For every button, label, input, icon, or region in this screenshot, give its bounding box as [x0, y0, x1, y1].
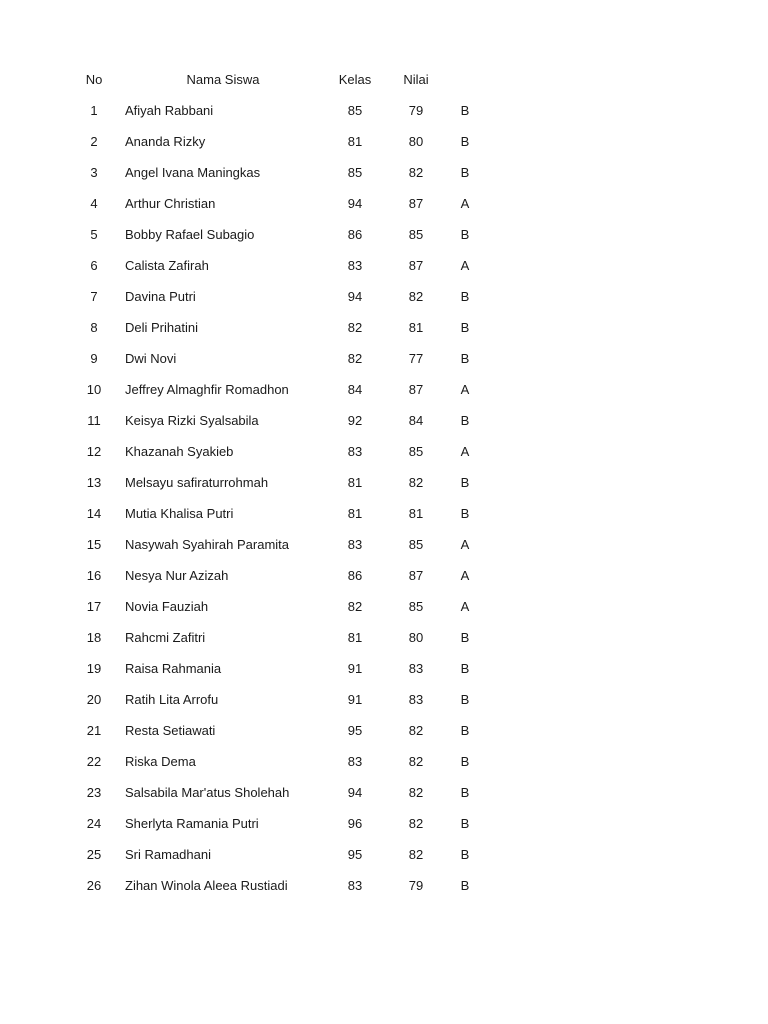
cell-nilai: 82: [408, 816, 424, 831]
cell-kelas: 95: [347, 847, 363, 862]
cell-nilai: 82: [408, 723, 424, 738]
cell-nilai: 82: [408, 847, 424, 862]
cell-no: 19: [86, 661, 102, 676]
cell-no: 26: [86, 878, 102, 893]
cell-nama-siswa: Raisa Rahmania: [125, 661, 222, 676]
cell-nilai: 85: [408, 444, 424, 459]
cell-nama-siswa: Nesya Nur Azizah: [125, 568, 229, 583]
cell-grade: B: [460, 506, 470, 521]
cell-nilai: 82: [408, 165, 424, 180]
cell-nilai: 85: [408, 227, 424, 242]
table-row: [0, 622, 768, 653]
cell-grade: B: [460, 103, 470, 118]
cell-no: 1: [90, 103, 98, 118]
table-row: [0, 188, 768, 219]
cell-no: 14: [86, 506, 102, 521]
cell-no: 15: [86, 537, 102, 552]
cell-no: 16: [86, 568, 102, 583]
cell-nama-siswa: Angel Ivana Maningkas: [125, 165, 261, 180]
table-row: [0, 746, 768, 777]
cell-kelas: 85: [347, 103, 363, 118]
cell-no: 17: [86, 599, 102, 614]
cell-kelas: 94: [347, 785, 363, 800]
cell-kelas: 94: [347, 289, 363, 304]
table-row: [0, 653, 768, 684]
cell-nilai: 82: [408, 475, 424, 490]
cell-kelas: 95: [347, 723, 363, 738]
cell-nilai: 81: [408, 506, 424, 521]
table-row: [0, 839, 768, 870]
cell-grade: B: [460, 723, 470, 738]
table-row: [0, 498, 768, 529]
cell-no: 13: [86, 475, 102, 490]
cell-nilai: 87: [408, 382, 424, 397]
cell-nilai: 79: [408, 878, 424, 893]
cell-nama-siswa: Riska Dema: [125, 754, 196, 769]
cell-nilai: 84: [408, 413, 424, 428]
cell-no: 22: [86, 754, 102, 769]
cell-grade: B: [460, 692, 470, 707]
table-row: [0, 312, 768, 343]
cell-grade: A: [460, 258, 470, 273]
cell-no: 6: [90, 258, 98, 273]
cell-nama-siswa: Nasywah Syahirah Paramita: [125, 537, 290, 552]
cell-nilai: 82: [408, 785, 424, 800]
table-row: [0, 374, 768, 405]
cell-no: 4: [90, 196, 98, 211]
table-row: [0, 219, 768, 250]
cell-no: 20: [86, 692, 102, 707]
cell-grade: B: [460, 754, 470, 769]
table-row: [0, 777, 768, 808]
header-nilai: Nilai: [403, 72, 429, 87]
cell-nilai: 87: [408, 258, 424, 273]
cell-kelas: 96: [347, 816, 363, 831]
cell-nilai: 81: [408, 320, 424, 335]
cell-nama-siswa: Dwi Novi: [125, 351, 177, 366]
cell-grade: B: [460, 878, 470, 893]
cell-nama-siswa: Zihan Winola Aleea Rustiadi: [125, 878, 288, 893]
table-row: [0, 591, 768, 622]
cell-kelas: 81: [347, 475, 363, 490]
cell-nama-siswa: Afiyah Rabbani: [125, 103, 214, 118]
cell-kelas: 91: [347, 692, 363, 707]
cell-nilai: 82: [408, 754, 424, 769]
cell-grade: B: [460, 351, 470, 366]
cell-nama-siswa: Ananda Rizky: [125, 134, 206, 149]
cell-kelas: 84: [347, 382, 363, 397]
cell-no: 11: [87, 413, 101, 428]
table-row: [0, 405, 768, 436]
header-no: No: [85, 72, 103, 87]
cell-grade: A: [460, 196, 470, 211]
table-row: [0, 684, 768, 715]
table-row: [0, 250, 768, 281]
cell-nama-siswa: Arthur Christian: [125, 196, 216, 211]
cell-nama-siswa: Sri Ramadhani: [125, 847, 211, 862]
cell-nilai: 85: [408, 599, 424, 614]
cell-kelas: 83: [347, 878, 363, 893]
cell-kelas: 82: [347, 320, 363, 335]
cell-no: 3: [90, 165, 98, 180]
cell-grade: B: [460, 630, 470, 645]
cell-nama-siswa: Davina Putri: [125, 289, 196, 304]
cell-grade: A: [460, 537, 470, 552]
cell-grade: B: [460, 165, 470, 180]
cell-no: 12: [86, 444, 102, 459]
cell-nama-siswa: Sherlyta Ramania Putri: [125, 816, 259, 831]
cell-no: 5: [90, 227, 98, 242]
cell-no: 21: [86, 723, 102, 738]
cell-kelas: 81: [347, 134, 363, 149]
cell-kelas: 83: [347, 537, 363, 552]
cell-nama-siswa: Mutia Khalisa Putri: [125, 506, 234, 521]
cell-kelas: 82: [347, 351, 363, 366]
cell-nama-siswa: Jeffrey Almaghfir Romadhon: [125, 382, 289, 397]
cell-grade: A: [460, 568, 470, 583]
header-nama-siswa: Nama Siswa: [186, 72, 260, 87]
cell-no: 7: [90, 289, 98, 304]
cell-kelas: 86: [347, 568, 363, 583]
cell-grade: A: [460, 382, 470, 397]
cell-kelas: 85: [347, 165, 363, 180]
cell-nilai: 85: [408, 537, 424, 552]
cell-nilai: 79: [408, 103, 424, 118]
cell-grade: A: [460, 444, 470, 459]
cell-kelas: 82: [347, 599, 363, 614]
cell-no: 2: [90, 134, 98, 149]
table-row: [0, 157, 768, 188]
cell-grade: B: [460, 320, 470, 335]
cell-no: 18: [86, 630, 102, 645]
cell-nama-siswa: Khazanah Syakieb: [125, 444, 234, 459]
cell-no: 24: [86, 816, 102, 831]
cell-no: 23: [86, 785, 102, 800]
table-row: [0, 436, 768, 467]
table-row: [0, 529, 768, 560]
cell-kelas: 92: [347, 413, 363, 428]
table-row: [0, 126, 768, 157]
cell-nilai: 87: [408, 196, 424, 211]
table-row: [0, 281, 768, 312]
cell-no: 8: [90, 320, 98, 335]
table-row: [0, 467, 768, 498]
cell-nilai: 87: [408, 568, 424, 583]
cell-kelas: 83: [347, 444, 363, 459]
cell-grade: B: [460, 413, 470, 428]
cell-kelas: 86: [347, 227, 363, 242]
cell-grade: B: [460, 289, 470, 304]
table-row: [0, 95, 768, 126]
cell-nilai: 80: [408, 630, 424, 645]
cell-grade: B: [460, 475, 470, 490]
cell-nilai: 80: [408, 134, 424, 149]
cell-nama-siswa: Ratih Lita Arrofu: [125, 692, 219, 707]
cell-nilai: 77: [408, 351, 424, 366]
cell-kelas: 83: [347, 258, 363, 273]
cell-nama-siswa: Novia Fauziah: [125, 599, 209, 614]
cell-nama-siswa: Salsabila Mar'atus Sholehah: [125, 785, 290, 800]
cell-kelas: 83: [347, 754, 363, 769]
cell-nilai: 83: [408, 661, 424, 676]
cell-nama-siswa: Deli Prihatini: [125, 320, 198, 335]
cell-nama-siswa: Resta Setiawati: [125, 723, 216, 738]
cell-grade: B: [460, 785, 470, 800]
table-row: [0, 343, 768, 374]
cell-grade: B: [460, 227, 470, 242]
cell-nama-siswa: Bobby Rafael Subagio: [125, 227, 255, 242]
cell-kelas: 81: [347, 630, 363, 645]
cell-nilai: 82: [408, 289, 424, 304]
cell-kelas: 91: [347, 661, 363, 676]
table-header-row: [0, 64, 768, 95]
cell-nama-siswa: Calista Zafirah: [125, 258, 209, 273]
cell-grade: A: [460, 599, 470, 614]
header-kelas: Kelas: [338, 72, 372, 87]
cell-no: 10: [86, 382, 102, 397]
cell-grade: B: [460, 816, 470, 831]
cell-nama-siswa: Rahcmi Zafitri: [125, 630, 206, 645]
table-row: [0, 560, 768, 591]
cell-kelas: 81: [347, 506, 363, 521]
cell-no: 25: [86, 847, 102, 862]
cell-kelas: 94: [347, 196, 363, 211]
cell-no: 9: [90, 351, 98, 366]
cell-grade: B: [460, 847, 470, 862]
table-row: [0, 870, 768, 901]
cell-nilai: 83: [408, 692, 424, 707]
cell-grade: B: [460, 661, 470, 676]
cell-grade: B: [460, 134, 470, 149]
cell-nama-siswa: Melsayu safiraturrohmah: [125, 475, 269, 490]
cell-nama-siswa: Keisya Rizki Syalsabila: [125, 413, 259, 428]
table-row: [0, 715, 768, 746]
table-row: [0, 808, 768, 839]
